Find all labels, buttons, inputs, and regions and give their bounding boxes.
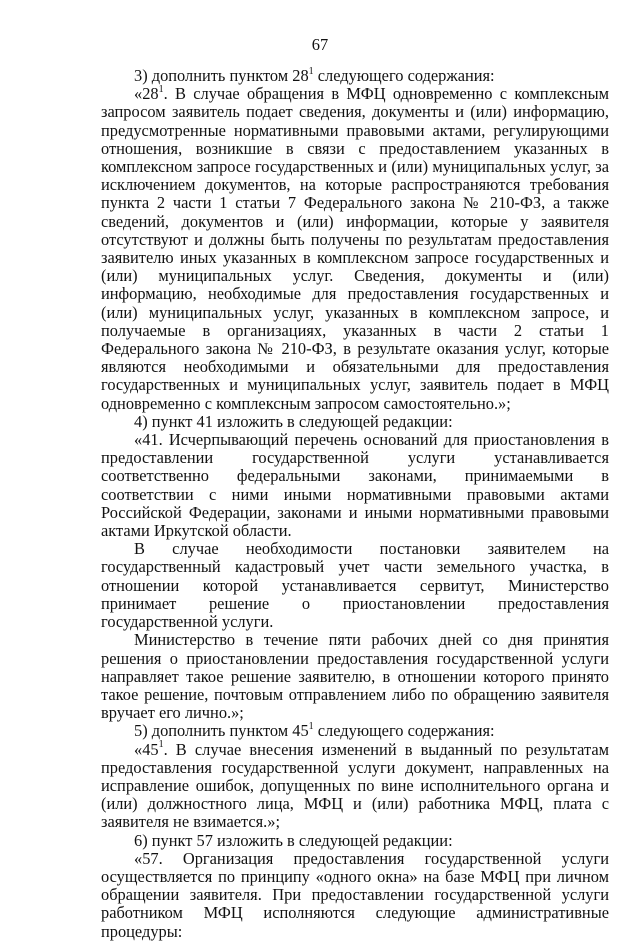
paragraph-item-5: 5) дополнить пунктом $45^1$ следующего содержания:	[134, 720, 495, 741]
paragraph-point-45-1: «$45^1$. В случае внесения изменений в выданный по результатам предоставления государственной услуги документ, направленных на исправление ошибок, допущенных по вине исполнительного органа и (или) должностного лица, МФЦ и (или) работника МФЦ, плата с заявителя не взимается.»;	[101, 739, 609, 832]
document-body	[101, 67, 609, 941]
page-number: 67	[311, 35, 329, 54]
paragraph-item-6: 6) пункт 57 изложить в следующей редакции:	[134, 830, 453, 850]
paragraph-point-41: «41. Исчерпывающий перечень оснований для приостановления в предоставлении государственной услуги устанавливается соответственно федеральными законами, принимаемыми в соответствии с ними иными нормативными правовыми актами Российской Федерации, законами и иными нормативными правовыми актами Иркутской области.	[101, 430, 609, 541]
paragraph-point-57: «57. Организация предоставления государственной услуги осуществляется по принципу «одного окна» на базе МФЦ при личном обращении заявителя. При предоставлении государственной услуги работником МФЦ исполняются следующие административные процедуры:	[101, 848, 609, 941]
paragraph-item-4: 4) пункт 41 изложить в следующей редакции:	[134, 411, 453, 431]
paragraph-ministry-notice: Министерство в течение пяти рабочих дней со дня принятия решения о приостановлении предоставления государственной услуги направляет такое решение заявителю, в отношении которого принято такое решение, почтовым отправлением либо по обращению заявителя вручает его лично.»;	[101, 630, 609, 723]
paragraph-servitude: В случае необходимости постановки заявителем на государственный кадастровый учет части земельного участка, в отношении которой устанавливается сервитут, Министерство принимает решение о приостановлении предоставления государственной услуги.	[101, 539, 609, 632]
paragraph-point-28-1: «$28^1$. В случае обращения в МФЦ одновременно с комплексным запросом заявитель подает сведения, документы и (или) информацию, предусмотренные нормативными правовыми актами, регулирующими отношения, возникшие в связи с предоставлением указанных в комплексном запросе государственных и (или) муниципальных услуг, за исключением документов, на которые распространяются требования пункта 2 части 1 статьи 7 Федерального закона № 210-ФЗ, а также сведений, документов и (или) информации, которые у заявителя отсутствуют и должны быть получены по результатам предоставления заявителю иных указанных в комплексном запросе государственных и (или) муниципальных услуг. Сведения, документы и (или) информацию, необходимые для предоставления государственных и (или) муниципальных услуг, указанных в комплексном запросе, и получаемые в организациях, указанных в части 2 статьи 1 Федерального закона № 210-ФЗ, в результате оказания услуг, которые являются необходимыми и обязательными для предоставления государственных и муниципальных услуг, заявитель подает в МФЦ одновременно с комплексным запросом самостоятельно.»;	[101, 83, 609, 413]
paragraph-item-3: 3) дополнить пунктом $28^1$ следующего содержания:	[134, 65, 495, 85]
